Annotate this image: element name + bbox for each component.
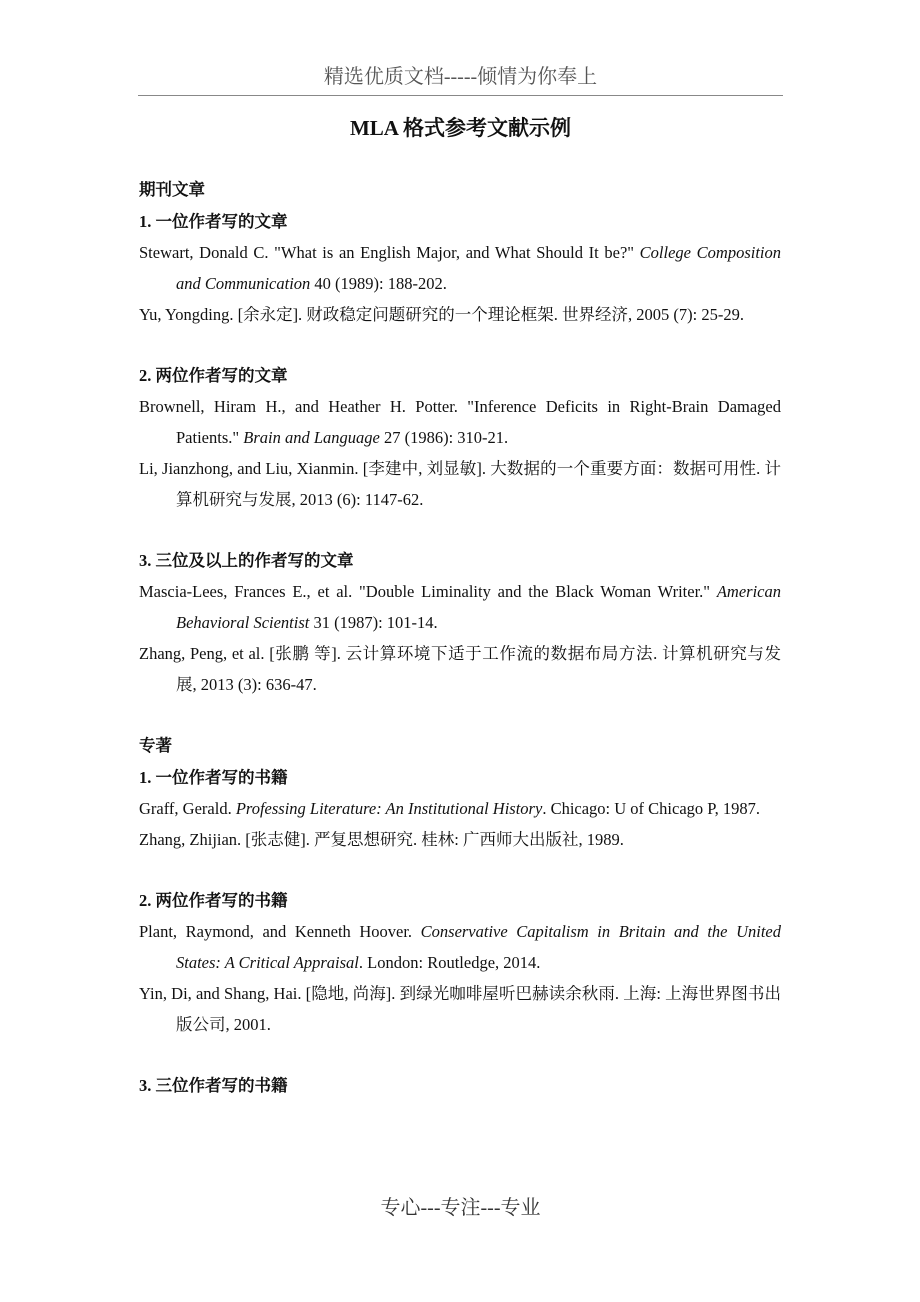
citation-entry	[139, 824, 781, 855]
citation-italic-title: American Behavioral Scientist	[176, 582, 781, 632]
group-heading-two-author-article: 2. 两位作者写的文章	[139, 366, 288, 385]
spacer	[139, 515, 781, 545]
citation-text: Yu, Yongding. [余永定]. 财政稳定问题研究的一个理论框架. 世界经济, 2005 (7): 25-29.	[139, 305, 745, 324]
citation-text: 40 (1989): 188-202.	[310, 274, 447, 293]
group-heading-two-author-book: 2. 两位作者写的书籍	[139, 891, 288, 910]
citation-entry	[139, 916, 781, 978]
spacer	[139, 700, 781, 730]
group-heading-three-plus-author-article: 3. 三位及以上的作者写的文章	[139, 551, 354, 570]
citation-text: . London: Routledge, 2014.	[358, 953, 541, 972]
citation-text: Li, Jianzhong, and Liu, Xianmin. [李建中, 刘显敏]. 大数据的一个重要方面：数据可用性. 计算机研究与发展, 2013 (6): 1147-62.	[139, 459, 781, 509]
citation-italic-title: Brain and Language	[243, 428, 380, 447]
citation-entry	[139, 299, 781, 330]
citation-entry	[139, 453, 781, 515]
document-body	[139, 174, 781, 1101]
group-heading-one-author-book: 1. 一位作者写的书籍	[139, 768, 288, 787]
citation-italic-title: Professing Literature: An Institutional History	[235, 799, 543, 818]
document-title: MLA 格式参考文献示例	[349, 116, 572, 140]
citation-text: Mascia-Lees, Frances E., et al. "Double Liminality and the Black Woman Writer."	[139, 582, 717, 601]
section-heading-journal-articles: 期刊文章	[139, 180, 205, 199]
citation-text: Stewart, Donald C. "What is an English Major, and What Should It be?"	[139, 243, 640, 262]
citation-text: Graff, Gerald.	[139, 799, 236, 818]
group-heading-one-author-article: 1. 一位作者写的文章	[139, 212, 288, 231]
section-heading-monographs: 专著	[139, 736, 172, 755]
page-header: 精选优质文档-----倾情为你奉上	[323, 66, 598, 88]
citation-text: . Chicago: U of Chicago P, 1987.	[542, 799, 761, 818]
citation-italic-title: Conservative Capitalism in Britain and the United States: A Critical Appraisal	[176, 922, 781, 972]
citation-text: Plant, Raymond, and Kenneth Hoover.	[139, 922, 421, 941]
header-rule	[138, 95, 783, 96]
spacer	[139, 1040, 781, 1070]
citation-italic-title: College Composition and Communication	[176, 243, 781, 293]
citation-entry	[139, 237, 781, 299]
citation-text: Zhang, Zhijian. [张志健]. 严复思想研究. 桂林: 广西师大出版社, 1989.	[139, 830, 624, 849]
spacer	[139, 330, 781, 360]
page-footer: 专心---专注---专业	[380, 1197, 541, 1219]
citation-text: Yin, Di, and Shang, Hai. [隐地, 尚海]. 到绿光咖啡屋听巴赫读余秋雨. 上海: 上海世界图书出版公司, 2001.	[139, 984, 781, 1034]
citation-entry	[139, 638, 781, 700]
citation-entry	[139, 978, 781, 1040]
citation-entry	[139, 793, 781, 824]
citation-entry	[139, 576, 781, 638]
spacer	[139, 855, 781, 885]
citation-entry	[139, 391, 781, 453]
citation-text: Zhang, Peng, et al. [张鹏 等]. 云计算环境下适于工作流的数据布局方法. 计算机研究与发展, 2013 (3): 636-47.	[139, 644, 781, 694]
citation-text: Brownell, Hiram H., and Heather H. Potter. "Inference Deficits in Right-Brain Damaged Patients."	[139, 397, 781, 447]
citation-text: 27 (1986): 310-21.	[379, 428, 509, 447]
group-heading-three-author-book: 3. 三位作者写的书籍	[139, 1076, 288, 1095]
citation-text: 31 (1987): 101-14.	[309, 613, 438, 632]
